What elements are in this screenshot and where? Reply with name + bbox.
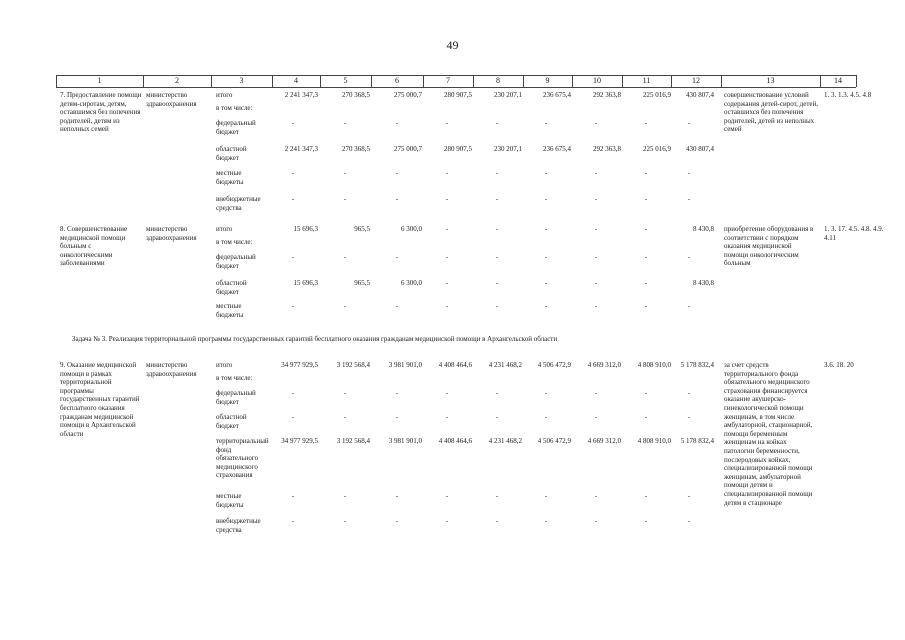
funding-value: 5 178 832,4 bbox=[680, 437, 714, 445]
funding-value: 270 368,5 bbox=[342, 145, 370, 153]
row7-name: 7. Предоставление помощи детям-сиротам, детям, оставшимся без попечения родителей, детям из неполных семей bbox=[60, 91, 142, 134]
funding-value: - bbox=[495, 225, 499, 233]
funding-source: в том числе: bbox=[216, 374, 253, 382]
row7-indicators: 1. 3. 1.3. 4.5. 4.8 bbox=[824, 91, 872, 99]
funding-value: - bbox=[395, 413, 399, 421]
funding-value: 275 000,7 bbox=[394, 145, 422, 153]
funding-value: 4 669 312,0 bbox=[587, 361, 621, 369]
column-number: 5 bbox=[343, 76, 348, 85]
funding-value: - bbox=[644, 195, 648, 203]
funding-value: - bbox=[395, 302, 399, 310]
funding-value: 430 807,4 bbox=[686, 91, 714, 99]
funding-source: итого bbox=[216, 225, 233, 233]
funding-value: 3 981 901,0 bbox=[388, 361, 422, 369]
column-number: 8 bbox=[496, 76, 500, 85]
funding-value: - bbox=[687, 492, 691, 500]
column-number: 4 bbox=[294, 76, 298, 85]
funding-value: 230 207,1 bbox=[494, 91, 522, 99]
funding-value: - bbox=[291, 389, 295, 397]
funding-source: федеральный бюджет bbox=[216, 389, 256, 406]
funding-value: 280 907,5 bbox=[444, 145, 472, 153]
row9-name: 9. Оказание медицинской помощи в рамках территориальной программы государственных гарантий бесплатного оказания гражданам медицинской помощи в Архангельской области bbox=[60, 361, 140, 438]
funding-value: - bbox=[687, 119, 691, 127]
funding-value: - bbox=[644, 492, 648, 500]
funding-value: - bbox=[644, 253, 648, 261]
row7-result: совершенствование условий содержания детей-сирот, детей, оставшихся без попечения родителей, детей из неполных семей bbox=[724, 91, 819, 134]
funding-source: местные бюджеты bbox=[216, 302, 244, 319]
funding-value: - bbox=[343, 492, 347, 500]
funding-value: - bbox=[395, 253, 399, 261]
funding-value: 965,5 bbox=[354, 225, 370, 233]
funding-value: - bbox=[495, 119, 499, 127]
funding-value: - bbox=[594, 302, 598, 310]
funding-value: 3 192 568,4 bbox=[336, 437, 370, 445]
funding-value: - bbox=[544, 195, 548, 203]
funding-value: - bbox=[343, 389, 347, 397]
funding-value: - bbox=[644, 413, 648, 421]
funding-value: - bbox=[343, 195, 347, 203]
funding-value: - bbox=[594, 517, 598, 525]
row9-indicators: 3.6. 18. 20 bbox=[824, 361, 854, 369]
funding-value: - bbox=[445, 389, 449, 397]
funding-value: 292 363,8 bbox=[593, 145, 621, 153]
funding-value: 34 977 929,5 bbox=[281, 437, 318, 445]
funding-value: - bbox=[687, 195, 691, 203]
funding-value: - bbox=[594, 253, 598, 261]
funding-value: - bbox=[343, 119, 347, 127]
funding-value: 4 808 910,0 bbox=[637, 361, 671, 369]
funding-value: - bbox=[495, 517, 499, 525]
funding-value: 236 675,4 bbox=[543, 145, 571, 153]
funding-value: - bbox=[395, 169, 399, 177]
funding-value: 4 669 312,0 bbox=[587, 437, 621, 445]
funding-source: внебюджетные средства bbox=[216, 195, 261, 212]
funding-value: - bbox=[594, 279, 598, 287]
column-number: 12 bbox=[692, 76, 700, 85]
funding-value: - bbox=[594, 225, 598, 233]
funding-value: - bbox=[291, 169, 295, 177]
funding-value: 225 016,9 bbox=[643, 145, 671, 153]
funding-value: - bbox=[495, 279, 499, 287]
funding-value: - bbox=[395, 517, 399, 525]
funding-source: федеральный бюджет bbox=[216, 253, 256, 270]
funding-value: 4 408 464,6 bbox=[438, 361, 472, 369]
column-number: 1 bbox=[97, 76, 102, 85]
funding-value: - bbox=[594, 492, 598, 500]
funding-value: - bbox=[594, 169, 598, 177]
funding-value: 4 231 468,2 bbox=[488, 437, 522, 445]
funding-value: - bbox=[445, 195, 449, 203]
funding-value: - bbox=[495, 492, 499, 500]
funding-value: - bbox=[445, 492, 449, 500]
funding-value: - bbox=[594, 119, 598, 127]
funding-value: - bbox=[445, 253, 449, 261]
funding-value: - bbox=[445, 413, 449, 421]
funding-value: - bbox=[687, 389, 691, 397]
funding-value: - bbox=[291, 517, 295, 525]
funding-source: местные бюджеты bbox=[216, 492, 244, 509]
row8-indicators: 1. 3. 17. 4.5. 4.8. 4.9. 4.11 bbox=[824, 225, 884, 242]
funding-value: - bbox=[687, 302, 691, 310]
column-number: 10 bbox=[593, 76, 601, 85]
funding-source: территориальный фонд обязательного медицинского страхования bbox=[216, 437, 269, 480]
funding-value: 6 300,0 bbox=[401, 279, 422, 287]
funding-value: 2 241 347,3 bbox=[284, 91, 318, 99]
funding-value: - bbox=[594, 413, 598, 421]
funding-value: - bbox=[644, 517, 648, 525]
funding-value: - bbox=[343, 253, 347, 261]
page-number: 49 bbox=[446, 38, 459, 52]
funding-value: 225 016,9 bbox=[643, 91, 671, 99]
funding-value: - bbox=[395, 195, 399, 203]
funding-source: местные бюджеты bbox=[216, 169, 244, 186]
row9-result: за счет средств территориального фонда обязательного медицинского страхования финансируется оказание акушерско-гинекологической помощи женщинам, в том числе амбулаторной, стационарной, помощи беременным женщинам на койках патологии беременности, послеродовых койках, специализированной помощи женщинам, амбулаторной помощи детям и специализированной помощи детям в стационаре bbox=[724, 361, 813, 507]
funding-value: - bbox=[544, 517, 548, 525]
funding-value: - bbox=[495, 302, 499, 310]
funding-value: - bbox=[544, 302, 548, 310]
funding-value: - bbox=[343, 413, 347, 421]
funding-value: - bbox=[291, 195, 295, 203]
funding-value: - bbox=[343, 302, 347, 310]
row7-executor: министерство здравоохранения bbox=[146, 91, 197, 108]
funding-value: 15 696,3 bbox=[293, 225, 318, 233]
funding-value: - bbox=[544, 169, 548, 177]
funding-value: - bbox=[291, 253, 295, 261]
funding-value: - bbox=[445, 119, 449, 127]
header-column-divider bbox=[856, 75, 857, 87]
funding-value: - bbox=[544, 389, 548, 397]
row8-name: 8. Совершенствование медицинской помощи больным с онкологическими заболеваниями bbox=[60, 225, 128, 268]
funding-value: 275 000,7 bbox=[394, 91, 422, 99]
funding-value: - bbox=[291, 492, 295, 500]
funding-value: 3 981 901,0 bbox=[388, 437, 422, 445]
funding-source: итого bbox=[216, 361, 233, 369]
funding-value: - bbox=[445, 302, 449, 310]
funding-value: 4 408 464,6 bbox=[438, 437, 472, 445]
funding-value: - bbox=[495, 253, 499, 261]
funding-value: 280 907,5 bbox=[444, 91, 472, 99]
funding-value: 292 363,8 bbox=[593, 91, 621, 99]
column-number: 6 bbox=[395, 76, 399, 85]
funding-source: в том числе: bbox=[216, 104, 253, 112]
funding-value: - bbox=[544, 279, 548, 287]
funding-value: - bbox=[291, 302, 295, 310]
funding-value: 2 241 347,3 bbox=[284, 145, 318, 153]
funding-value: - bbox=[495, 413, 499, 421]
funding-value: 230 207,1 bbox=[494, 145, 522, 153]
funding-value: - bbox=[687, 253, 691, 261]
funding-value: - bbox=[343, 517, 347, 525]
funding-value: - bbox=[445, 517, 449, 525]
funding-value: 4 808 910,0 bbox=[637, 437, 671, 445]
funding-value: - bbox=[291, 413, 295, 421]
funding-value: - bbox=[544, 492, 548, 500]
funding-value: - bbox=[495, 389, 499, 397]
funding-value: - bbox=[687, 413, 691, 421]
funding-value: 5 178 832,4 bbox=[680, 361, 714, 369]
funding-value: - bbox=[544, 225, 548, 233]
funding-value: - bbox=[544, 413, 548, 421]
funding-source: итого bbox=[216, 91, 233, 99]
column-number: 7 bbox=[446, 76, 450, 85]
funding-value: 270 368,5 bbox=[342, 91, 370, 99]
row8-executor: министерство здравоохранения bbox=[146, 225, 197, 242]
task-heading: Задача № 3. Реализация территориальной программы государственных гарантий бесплатного оказания гражданам медицинской помощи в Архангельской области bbox=[72, 335, 558, 343]
funding-value: - bbox=[687, 169, 691, 177]
funding-value: - bbox=[343, 169, 347, 177]
column-number: 3 bbox=[239, 76, 244, 85]
funding-value: - bbox=[495, 195, 499, 203]
funding-value: 15 696,3 bbox=[293, 279, 318, 287]
funding-value: - bbox=[445, 279, 449, 287]
row9-executor: министерство здравоохранения bbox=[146, 361, 197, 378]
funding-value: 34 977 929,5 bbox=[281, 361, 318, 369]
funding-value: 4 506 472,9 bbox=[537, 437, 571, 445]
funding-value: 8 430,8 bbox=[693, 225, 714, 233]
funding-value: - bbox=[395, 492, 399, 500]
funding-value: 965,5 bbox=[354, 279, 370, 287]
funding-value: 236 675,4 bbox=[543, 91, 571, 99]
header-bottom-border bbox=[56, 87, 856, 88]
funding-value: 430 807,4 bbox=[686, 145, 714, 153]
funding-value: 6 300,0 bbox=[401, 225, 422, 233]
funding-value: - bbox=[644, 225, 648, 233]
funding-source: областной бюджет bbox=[216, 413, 247, 430]
column-number: 9 bbox=[545, 76, 550, 85]
funding-value: 4 231 468,2 bbox=[488, 361, 522, 369]
funding-value: - bbox=[644, 389, 648, 397]
funding-value: - bbox=[544, 253, 548, 261]
column-number: 14 bbox=[834, 76, 842, 85]
funding-value: - bbox=[395, 389, 399, 397]
column-number: 13 bbox=[766, 76, 775, 85]
funding-source: в том числе: bbox=[216, 238, 253, 246]
funding-value: 3 192 568,4 bbox=[336, 361, 370, 369]
funding-value: - bbox=[644, 302, 648, 310]
funding-source: федеральный бюджет bbox=[216, 119, 256, 136]
funding-source: областной бюджет bbox=[216, 279, 247, 296]
funding-value: - bbox=[687, 517, 691, 525]
funding-value: - bbox=[395, 119, 399, 127]
column-number: 2 bbox=[175, 76, 179, 85]
funding-source: внебюджетные средства bbox=[216, 517, 261, 534]
funding-value: 4 506 472,9 bbox=[537, 361, 571, 369]
funding-value: - bbox=[644, 279, 648, 287]
funding-value: - bbox=[544, 119, 548, 127]
funding-value: - bbox=[644, 119, 648, 127]
funding-value: - bbox=[445, 169, 449, 177]
funding-source: областной бюджет bbox=[216, 145, 247, 162]
column-number: 11 bbox=[642, 76, 651, 85]
funding-value: 8 430,8 bbox=[693, 279, 714, 287]
row8-result: приобретение оборудования в соответствии с порядком оказания медицинской помощи онкологическим больным bbox=[724, 225, 814, 268]
funding-value: - bbox=[291, 119, 295, 127]
funding-value: - bbox=[594, 389, 598, 397]
funding-value: - bbox=[594, 195, 598, 203]
funding-value: - bbox=[495, 169, 499, 177]
funding-value: - bbox=[445, 225, 449, 233]
funding-value: - bbox=[644, 169, 648, 177]
